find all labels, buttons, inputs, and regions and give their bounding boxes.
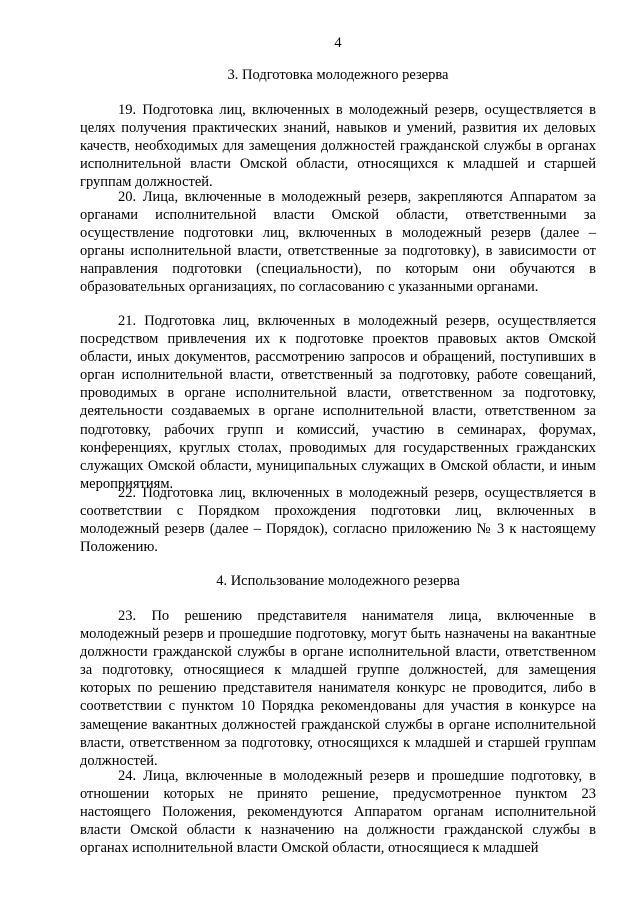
paragraph-24: 24. Лица, включенные в молодежный резерв и прошедшие подготовку, в отношении которых не принято решение, предусмотренное пунктом 23 настоящего Положения, рекомендуются Аппаратом органам исполнительной власти Омской области к назначению на должности гражданской службы в органах исполнительной власти Омской области, относящиеся к младшей — [80, 768, 596, 857]
section-heading-4: 4. Использование молодежного резерва — [216, 573, 460, 589]
paragraph-23: 23. По решению представителя нанимателя лица, включенные в молодежный резерв и прошедшие подготовку, могут быть назначены на вакантные должности гражданской службы в органе исполнительной власти, ответственном за подготовку, относящиеся к младшей группе должностей, для замещения которых по решению представителя нанимателя конкурс не проводится, либо в соответствии с пунктом 10 Порядка рекомендованы для участия в конкурсе на замещение вакантных должностей гражданской службы в органе исполнительной власти, ответственном за подготовку, относящихся к младшей и старшей группам должностей. — [80, 608, 596, 769]
paragraph-20: 20. Лица, включенные в молодежный резерв, закрепляются Аппаратом за органами исполнительной власти Омской области, ответственными за осуществление подготовки лиц, включенных в молодежный резерв (далее – органы исполнительной власти, ответственные за подготовку), в зависимости от направления подготовки (специальности), по которым они обучаются в образовательных организациях, по согласованию с указанными органами. — [80, 189, 596, 296]
page-number: 4 — [334, 35, 342, 51]
section-heading-3: 3. Подготовка молодежного резерва — [227, 67, 449, 83]
paragraph-19: 19. Подготовка лиц, включенных в молодежный резерв, осуществляется в целях получения практических знаний, навыков и умений, развития их деловых качеств, необходимых для замещения должностей гражданской службы в органах исполнительной власти Омской области, относящихся к младшей и старшей группам должностей. — [80, 102, 596, 191]
paragraph-21: 21. Подготовка лиц, включенных в молодежный резерв, осуществляется посредством привлечения их к подготовке проектов правовых актов Омской области, иных документов, рассмотрению запросов и обращений, поступивших в орган исполнительной власти, ответственный за подготовку, работе совещаний, проводимых в органе исполнительной власти, ответственном за подготовку, деятельности создаваемых в органе исполнительной власти, ответственном за подготовку, рабочих групп и комиссий, участию в семинарах, форумах, конференциях, круглых столах, проводимых для государственных гражданских служащих Омской области, муниципальных служащих в Омской области, и иным мероприятиям. — [80, 313, 596, 492]
paragraph-22: 22. Подготовка лиц, включенных в молодежный резерв, осуществляется в соответствии с Порядком прохождения подготовки лиц, включенных в молодежный резерв (далее – Порядок), согласно приложению № 3 к настоящему Положению. — [80, 485, 596, 556]
